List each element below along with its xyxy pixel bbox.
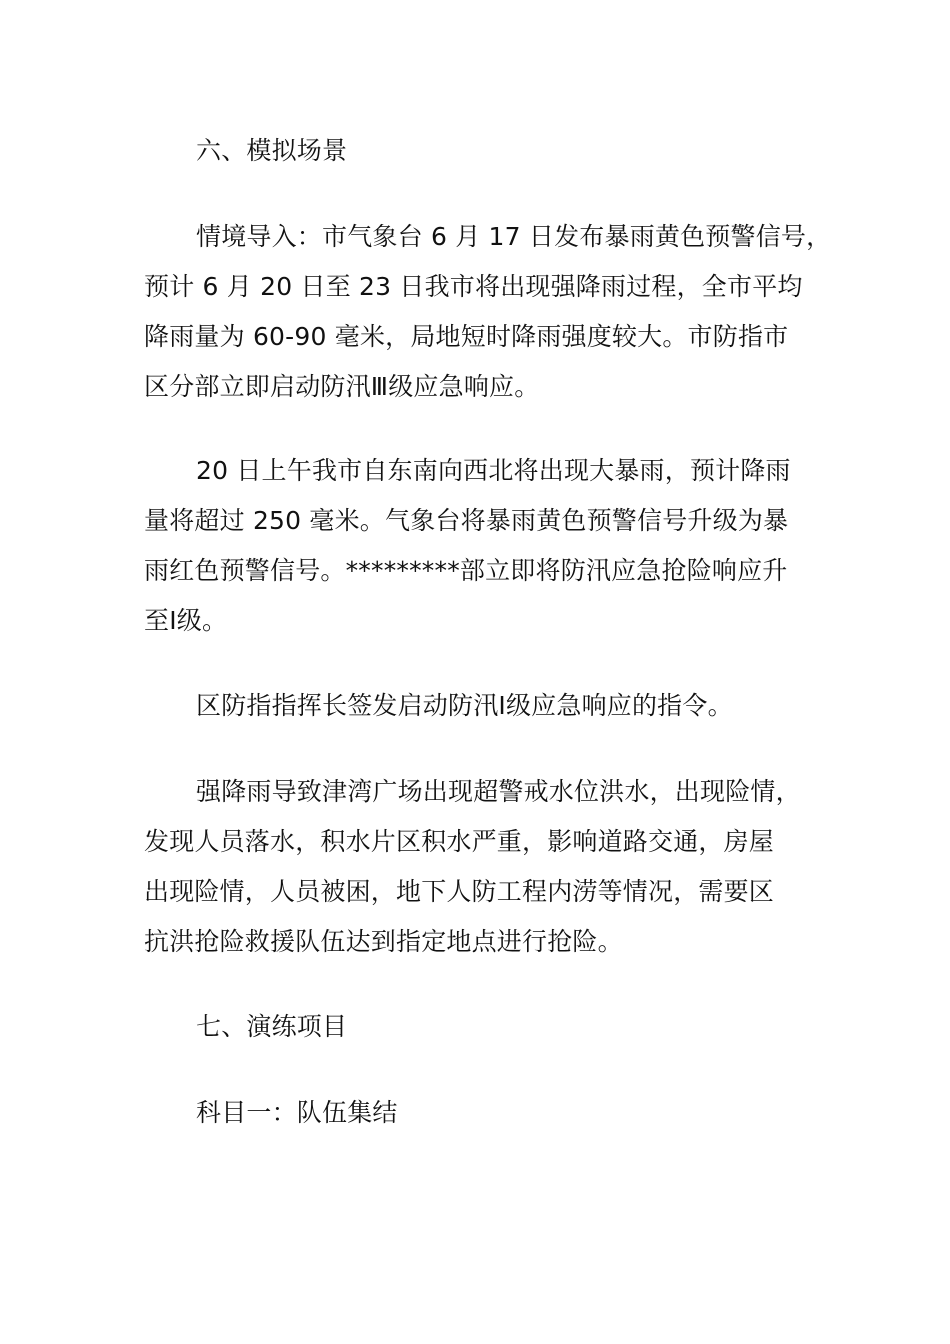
paragraph-line: 抗洪抢险救援队伍达到指定地点进行抢险。 <box>144 927 623 956</box>
paragraph-line: 区防指指挥长签发启动防汛Ⅰ级应急响应的指令。 <box>196 691 733 720</box>
heading-text: 六、模拟场景 <box>196 136 348 165</box>
section-heading-seven <box>144 1002 834 1052</box>
paragraph-flood-situation <box>144 767 834 967</box>
paragraph-command <box>144 681 834 731</box>
paragraph-line: 降雨量为 60-90 毫米，局地短时降雨强度较大。市防指市 <box>144 322 789 351</box>
section-heading-six <box>144 126 834 176</box>
subject-one-heading <box>144 1088 834 1138</box>
paragraph-line: 情境导入：市气象台 6 月 17 日发布暴雨黄色预警信号， <box>196 222 832 251</box>
paragraph-scenario-intro <box>144 212 834 412</box>
paragraph-line: 20 日上午我市自东南向西北将出现大暴雨，预计降雨 <box>196 456 791 485</box>
paragraph-heavy-rain-20th <box>144 446 834 646</box>
paragraph-line: 雨红色预警信号。*********部立即将防汛应急抢险响应升 <box>144 556 788 585</box>
paragraph-line: 至Ⅰ级。 <box>144 606 228 635</box>
heading-text: 七、演练项目 <box>196 1012 348 1041</box>
paragraph-line: 发现人员落水，积水片区积水严重，影响道路交通，房屋 <box>144 827 775 856</box>
paragraph-line: 区分部立即启动防汛Ⅲ级应急响应。 <box>144 372 540 401</box>
heading-text: 科目一：队伍集结 <box>196 1098 398 1127</box>
paragraph-line: 预计 6 月 20 日至 23 日我市将出现强降雨过程，全市平均 <box>144 272 803 301</box>
paragraph-line: 出现险情，人员被困，地下人防工程内涝等情况，需要区 <box>144 877 775 906</box>
paragraph-line: 量将超过 250 毫米。气象台将暴雨黄色预警信号升级为暴 <box>144 506 789 535</box>
paragraph-line: 强降雨导致津湾广场出现超警戒水位洪水，出现险情， <box>196 777 801 806</box>
